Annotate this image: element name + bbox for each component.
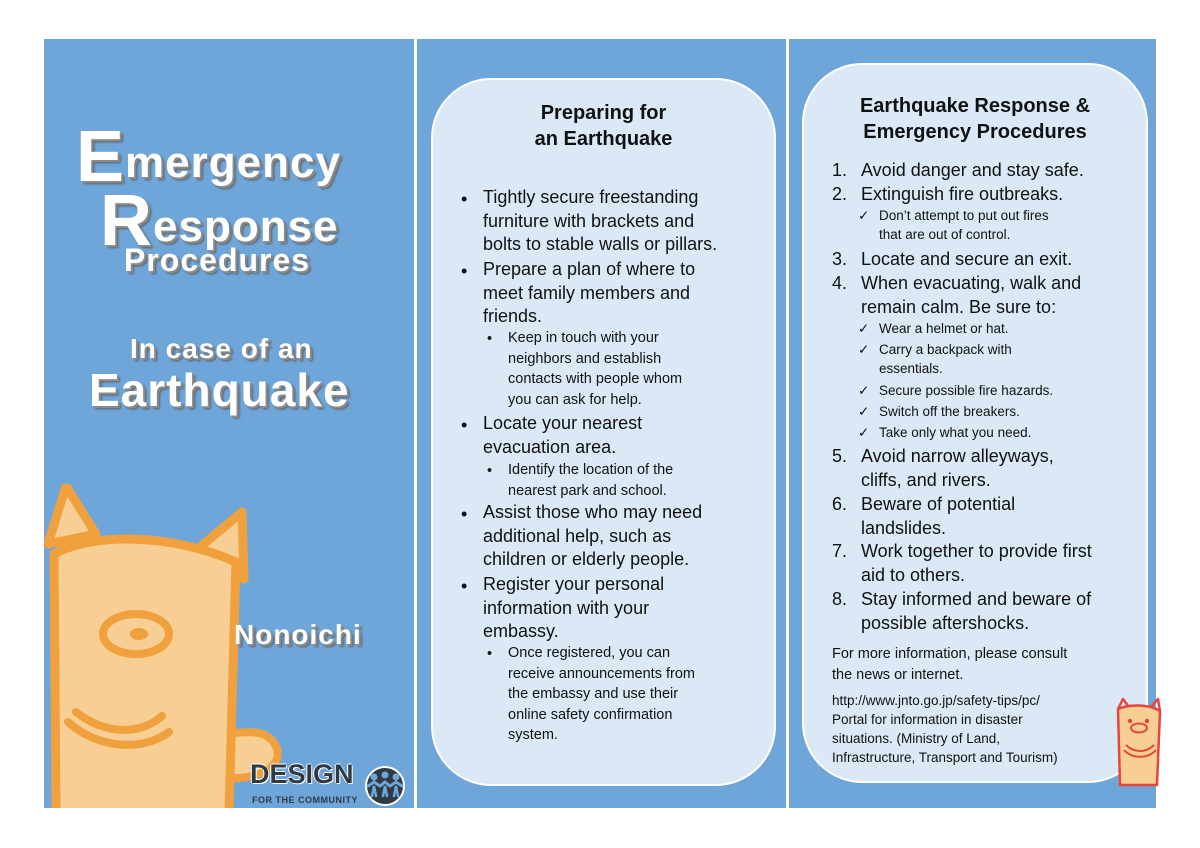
response-panel bbox=[789, 39, 1156, 808]
list-item: Tightly secure freestanding furniture with brackets and bolts to stable walls or pillars. bbox=[483, 187, 718, 254]
title-procedures: Procedures bbox=[124, 242, 311, 278]
bullet-icon: • bbox=[461, 189, 468, 209]
step-item: When evacuating, walk and remain calm. Be sure to: bbox=[861, 273, 1082, 317]
preparing-title: Preparing for an Earthquake bbox=[534, 102, 673, 150]
sub-list-item: Keep in touch with your neighbors and establish contacts with people whom you can ask for help. bbox=[508, 330, 683, 408]
step-number: 7. bbox=[832, 541, 848, 561]
step-item: Work together to provide first aid to others. bbox=[861, 541, 1092, 585]
check-item: Don’t attempt to put out fires that are out of control. bbox=[879, 208, 1049, 242]
response-card bbox=[802, 63, 1148, 783]
checkmark-icon: ✓ bbox=[858, 321, 870, 336]
preparing-panel bbox=[417, 39, 786, 808]
logo-word: DESIGN bbox=[250, 759, 354, 789]
bullet-icon: • bbox=[461, 504, 468, 524]
sub-bullet-icon: • bbox=[487, 646, 493, 662]
step-item: Locate and secure an exit. bbox=[861, 249, 1073, 269]
subtitle-earthquake: Earthquake bbox=[89, 364, 350, 416]
title-emergency: Emergency bbox=[76, 117, 341, 197]
preparing-card bbox=[431, 78, 776, 786]
subtitle-in-case: In case of an bbox=[130, 333, 313, 364]
checkmark-icon: ✓ bbox=[858, 425, 870, 440]
check-item: Switch off the breakers. bbox=[879, 404, 1020, 419]
step-item: Stay informed and beware of possible aftershocks. bbox=[861, 589, 1092, 633]
title-response: Response bbox=[100, 181, 339, 261]
sub-bullet-icon: • bbox=[487, 331, 493, 347]
list-item: Locate your nearest evacuation area. bbox=[483, 413, 643, 457]
check-item: Secure possible fire hazards. bbox=[879, 383, 1054, 398]
check-item: Wear a helmet or hat. bbox=[879, 321, 1009, 336]
checkmark-icon: ✓ bbox=[858, 383, 870, 398]
list-item: Assist those who may need additional help, such as children or elderly people. bbox=[483, 502, 703, 569]
city-name: Nonoichi bbox=[234, 619, 362, 650]
step-number: 2. bbox=[832, 184, 848, 204]
cover-panel bbox=[44, 39, 414, 808]
response-title: Earthquake Response & Emergency Procedures bbox=[859, 95, 1091, 143]
list-item: Register your personal information with your embassy. bbox=[483, 574, 665, 641]
people-circle-icon bbox=[360, 764, 410, 808]
info-link-block: http://www.jnto.go.jp/safety-tips/pc/ Portal for information in disaster situations. (Ministry of Land, Infrastructure, Transport and Tourism) bbox=[832, 693, 1058, 765]
step-number: 8. bbox=[832, 589, 848, 609]
step-number: 3. bbox=[832, 249, 848, 269]
small-mascot-icon bbox=[1114, 697, 1166, 787]
logo-subtitle: FOR THE COMMUNITY bbox=[252, 795, 358, 805]
step-number: 5. bbox=[832, 446, 848, 466]
step-item: Avoid narrow alleyways, cliffs, and rivers. bbox=[861, 446, 1054, 490]
bullet-icon: • bbox=[461, 576, 468, 596]
sub-list-item: Identify the location of the nearest park and school. bbox=[508, 462, 674, 499]
bullet-icon: • bbox=[461, 261, 468, 281]
check-item: Carry a backpack with essentials. bbox=[879, 342, 1012, 376]
step-number: 4. bbox=[832, 273, 848, 293]
sub-list-item: Once registered, you can receive announcements from the embassy and use their online safety confirmation system. bbox=[508, 645, 695, 743]
step-item: Avoid danger and stay safe. bbox=[861, 160, 1084, 180]
checkmark-icon: ✓ bbox=[858, 404, 870, 419]
design-for-the-community-logo bbox=[250, 757, 410, 809]
step-item: Beware of potential landslides. bbox=[861, 494, 1016, 538]
bullet-icon: • bbox=[461, 415, 468, 435]
checkmark-icon: ✓ bbox=[858, 208, 870, 223]
check-item: Take only what you need. bbox=[879, 425, 1032, 440]
step-number: 1. bbox=[832, 160, 848, 180]
sub-bullet-icon: • bbox=[487, 463, 493, 479]
info-link[interactable]: http://www.jnto.go.jp/safety-tips/pc/ bbox=[832, 693, 1040, 708]
step-item: Extinguish fire outbreaks. bbox=[861, 184, 1064, 204]
more-info-text: For more information, please consult the news or internet. bbox=[832, 646, 1068, 683]
step-number: 6. bbox=[832, 494, 848, 514]
list-item: Prepare a plan of where to meet family members and friends. bbox=[483, 259, 696, 326]
checkmark-icon: ✓ bbox=[858, 342, 870, 357]
